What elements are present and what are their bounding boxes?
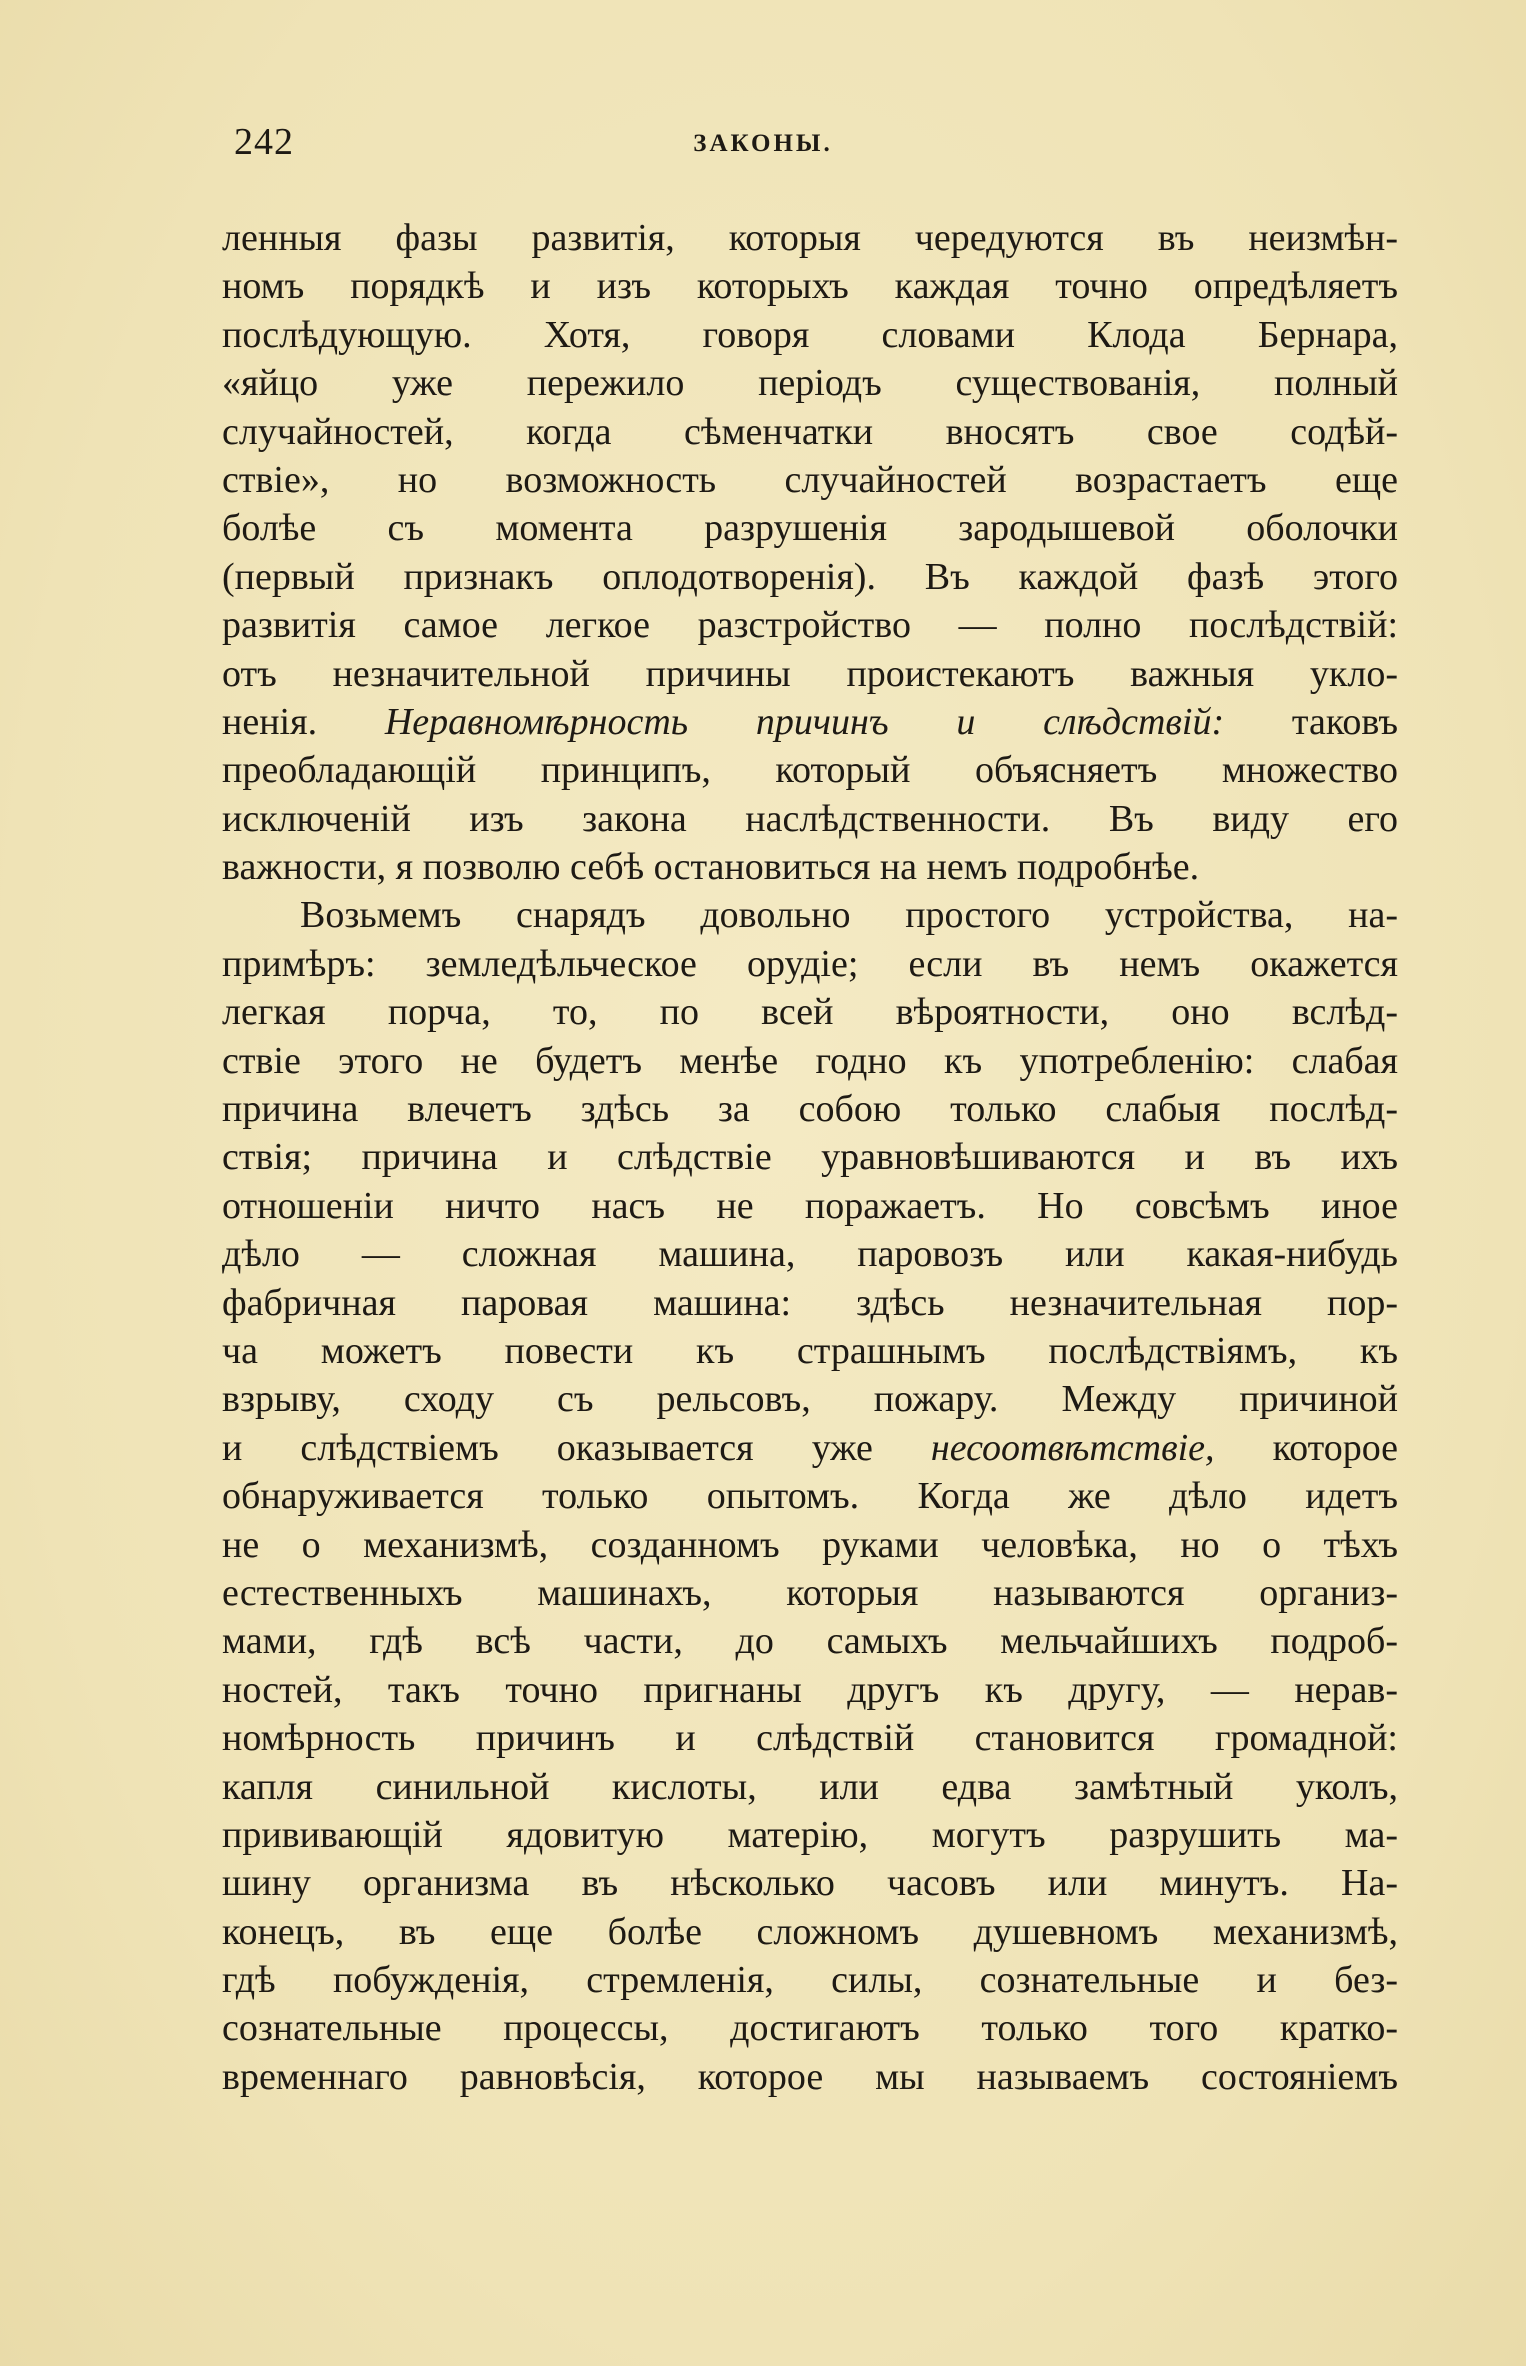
text-line: отношеніи ничто насъ не поражаетъ. Но совсѣмъ иное (222, 1184, 1398, 1227)
italic-phrase: несоотвѣтствіе, (930, 1426, 1215, 1469)
text-line: болѣе съ момента разрушенія зародышевой оболочки (222, 507, 1398, 550)
text-line: сознательные процессы, достигаютъ только того кратко- (222, 2007, 1398, 2050)
text-line: временнаго равновѣсія, которое мы называемъ состояніемъ (222, 2055, 1398, 2098)
text-line-italic-phrase (222, 698, 1398, 746)
text-line: развитія самое легкое разстройство — полно послѣдствій: (222, 604, 1398, 647)
text-line: не о механизмѣ, созданномъ руками человѣка, но о тѣхъ (222, 1523, 1398, 1566)
running-head: ЗАКОНЫ. (693, 130, 833, 157)
text-line: примѣръ: земледѣльческое орудіе; если въ немъ окажется (222, 942, 1398, 985)
body-text (222, 214, 1398, 2101)
text-line: ствія; причина и слѣдствіе уравновѣшиваются и въ ихъ (222, 1136, 1398, 1179)
text-line: капля синильной кислоты, или едва замѣтный уколъ, (222, 1765, 1398, 1808)
text-segment: и слѣдствіемъ оказывается уже (222, 1426, 873, 1469)
text-line: ча можетъ повести къ страшнымъ послѣдствіямъ, къ (222, 1329, 1398, 1372)
text-line: ствіе этого не будетъ менѣе годно къ употребленію: слабая (222, 1039, 1398, 1082)
text-line: случайностей, когда сѣменчатки вносятъ свое содѣй- (222, 410, 1398, 453)
text-segment: ненія. (222, 700, 318, 743)
text-segment: таковъ (1291, 700, 1398, 743)
text-line-paragraph-end: важности, я позволю себѣ остановиться на немъ подробнѣе. (222, 846, 1200, 889)
text-line: ствіе», но возможность случайностей возрастаетъ еще (222, 458, 1398, 501)
text-line: конецъ, въ еще болѣе сложномъ душевномъ механизмѣ, (222, 1910, 1398, 1953)
text-segment: которое (1272, 1426, 1398, 1469)
text-line: шину организма въ нѣсколько часовъ или минутъ. На- (222, 1862, 1398, 1905)
text-line: причина влечетъ здѣсь за собою только слабыя послѣд- (222, 1088, 1398, 1131)
text-line: мами, гдѣ всѣ части, до самыхъ мельчайшихъ подроб- (222, 1620, 1398, 1663)
text-line: легкая порча, то, по всей вѣроятности, оно вслѣд- (222, 991, 1398, 1034)
text-line: послѣдующую. Хотя, говоря словами Клода Бернара, (222, 313, 1398, 356)
text-line: фабричная паровая машина: здѣсь незначительная пор- (222, 1281, 1398, 1324)
text-line: номѣрность причинъ и слѣдствій становится громадной: (222, 1717, 1398, 1760)
italic-phrase: Неравномѣрность причинъ и слѣдствій: (384, 700, 1225, 743)
text-line: гдѣ побужденія, стремленія, силы, сознательные и без- (222, 1959, 1398, 2002)
text-line: взрыву, сходу съ рельсовъ, пожару. Между причиной (222, 1378, 1398, 1421)
text-line: преобладающій принципъ, который объясняетъ множество (222, 749, 1398, 792)
text-line: ностей, такъ точно пригнаны другъ къ другу, — нерав- (222, 1668, 1398, 1711)
text-line: ленныя фазы развитія, которыя чередуются въ неизмѣн- (222, 217, 1398, 259)
text-line-italic-phrase (222, 1424, 1398, 1472)
text-line: номъ порядкѣ и изъ которыхъ каждая точно опредѣляетъ (222, 265, 1398, 308)
text-line: обнаруживается только опытомъ. Когда же дѣло идетъ (222, 1475, 1398, 1518)
page-number: 242 (234, 121, 294, 163)
text-line: «яйцо уже пережило періодъ существованія, полный (222, 362, 1398, 405)
text-line: отъ незначительной причины проистекаютъ важныя укло- (222, 652, 1398, 695)
text-line: естественныхъ машинахъ, которыя называются организ- (222, 1571, 1398, 1614)
text-line: исключеній изъ закона наслѣдственности. Въ виду его (222, 797, 1398, 840)
text-line: (первый признакъ оплодотворенія). Въ каждой фазѣ этого (222, 555, 1398, 598)
text-line: прививающій ядовитую матерію, могутъ разрушить ма- (222, 1813, 1398, 1856)
text-line: дѣло — сложная машина, паровозъ или какая-нибудь (222, 1233, 1398, 1276)
text-line-paragraph-start: Возьмемъ снарядъ довольно простого устройства, на- (300, 894, 1398, 937)
